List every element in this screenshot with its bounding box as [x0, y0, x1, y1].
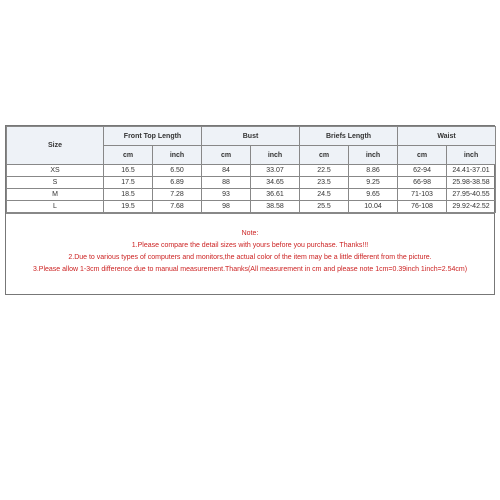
waist-header: Waist [398, 127, 496, 146]
table-cell: 9.25 [349, 177, 398, 189]
table-cell: 19.5 [104, 201, 153, 213]
unit-header-cm: cm [104, 146, 153, 165]
table-cell: 25.98-38.58 [447, 177, 496, 189]
table-cell: 38.58 [251, 201, 300, 213]
table-cell: 24.5 [300, 189, 349, 201]
table-cell: 71-103 [398, 189, 447, 201]
unit-header-cm: cm [300, 146, 349, 165]
table-row [7, 189, 496, 201]
table-cell: 93 [202, 189, 251, 201]
size-table [6, 126, 496, 213]
table-row [7, 201, 496, 213]
size-column-header: Size [7, 127, 104, 165]
table-cell: 24.41-37.01 [447, 165, 496, 177]
size-cell: S [7, 177, 104, 189]
note-line: 3.Please allow 1-3cm difference due to manual measurement.Thanks(All measurement in cm and please note 1cm=0.39inch 1inch=2.54cm) [32, 266, 468, 273]
table-cell: 9.65 [349, 189, 398, 201]
table-cell: 18.5 [104, 189, 153, 201]
briefs-length-header: Briefs Length [300, 127, 398, 146]
size-cell: M [7, 189, 104, 201]
unit-header-inch: inch [251, 146, 300, 165]
bust-header: Bust [202, 127, 300, 146]
unit-header-cm: cm [202, 146, 251, 165]
table-cell: 29.92-42.52 [447, 201, 496, 213]
notes-section [6, 213, 494, 294]
table-header-row [7, 127, 496, 146]
unit-header-inch: inch [349, 146, 398, 165]
note-line: 1.Please compare the detail sizes with yours before you purchase. Thanks!!! [131, 242, 369, 249]
table-cell: 7.68 [153, 201, 202, 213]
size-cell: L [7, 201, 104, 213]
table-cell: 84 [202, 165, 251, 177]
table-row [7, 177, 496, 189]
table-row [7, 165, 496, 177]
note-title: Note: [241, 230, 259, 237]
table-cell: 36.61 [251, 189, 300, 201]
table-cell: 34.65 [251, 177, 300, 189]
unit-header-inch: inch [447, 146, 496, 165]
table-cell: 98 [202, 201, 251, 213]
table-cell: 25.5 [300, 201, 349, 213]
table-cell: 62-94 [398, 165, 447, 177]
table-cell: 8.86 [349, 165, 398, 177]
table-cell: 17.5 [104, 177, 153, 189]
table-cell: 22.5 [300, 165, 349, 177]
size-chart [5, 125, 495, 295]
unit-header-inch: inch [153, 146, 202, 165]
table-cell: 23.5 [300, 177, 349, 189]
unit-header-cm: cm [398, 146, 447, 165]
size-cell: XS [7, 165, 104, 177]
front-top-length-header: Front Top Length [104, 127, 202, 146]
table-cell: 7.28 [153, 189, 202, 201]
table-cell: 10.04 [349, 201, 398, 213]
note-line: 2.Due to various types of computers and monitors,the actual color of the item may be a little different from the picture. [68, 254, 432, 261]
table-cell: 76-108 [398, 201, 447, 213]
table-cell: 33.07 [251, 165, 300, 177]
table-cell: 16.5 [104, 165, 153, 177]
table-cell: 6.50 [153, 165, 202, 177]
table-cell: 27.95-40.55 [447, 189, 496, 201]
table-cell: 66-98 [398, 177, 447, 189]
table-cell: 88 [202, 177, 251, 189]
table-cell: 6.89 [153, 177, 202, 189]
